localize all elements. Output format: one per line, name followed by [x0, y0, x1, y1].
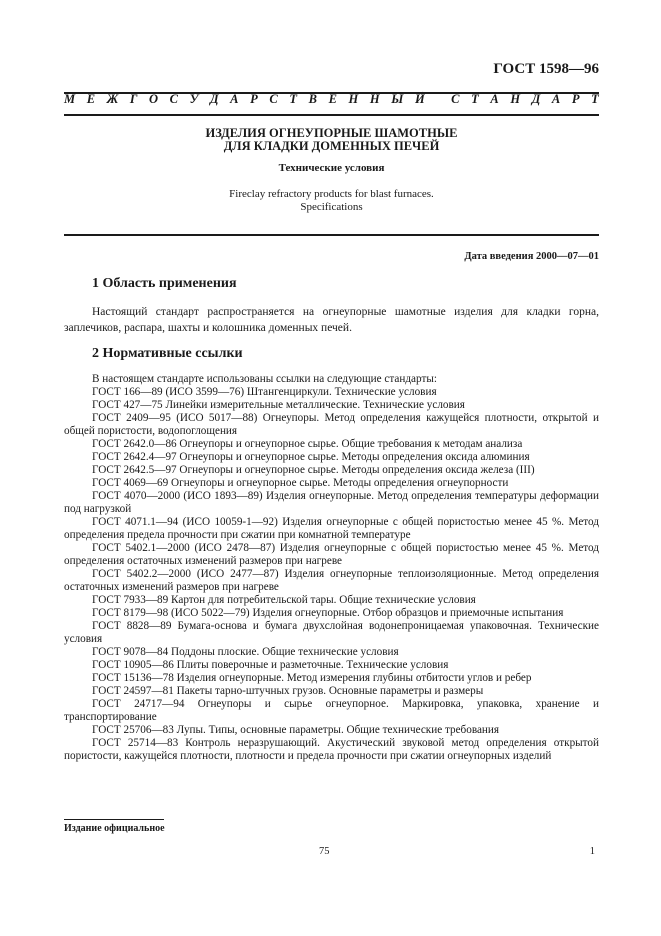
banner-letter: Р	[571, 92, 580, 106]
reference-item: ГОСТ 7933—89 Картон для потребительской тары. Общие технические условия	[92, 594, 476, 606]
banner-letter: Р	[250, 92, 258, 106]
banner-letter: Н	[348, 92, 359, 106]
banner-letter: А	[551, 92, 561, 106]
reference-item: ГОСТ 5402.2—2000 (ИСО 2477—87) Изделия огнеупорные теплоизоляционные. Метод определения остаточных изменений размеров при нагреве	[64, 568, 599, 593]
english-title-line-1: Fireclay refractory products for blast furnaces.	[229, 188, 434, 200]
banner-letter: М	[64, 92, 76, 106]
banner-letter: Т	[591, 92, 599, 106]
banner-letter: Е	[86, 92, 96, 106]
reference-item: ГОСТ 5402.1—2000 (ИСО 2478—87) Изделия огнеупорные с общей пористостью менее 45 %. Метод определения остаточных изменений размеров при нагреве	[64, 542, 599, 567]
section-1-heading: 1 Область применения	[92, 276, 237, 291]
reference-item: ГОСТ 24597—81 Пакеты тарно-штучных грузов. Основные параметры и размеры	[92, 685, 484, 697]
banner-letter: С	[451, 92, 460, 106]
reference-item: ГОСТ 10905—86 Плиты поверочные и разметочные. Технические условия	[92, 659, 449, 671]
reference-item: ГОСТ 2642.0—86 Огнеупоры и огнеупорное сырье. Общие требования к методам анализа	[92, 438, 523, 450]
banner-letter	[436, 91, 439, 107]
title-line-1: ИЗДЕЛИЯ ОГНЕУПОРНЫЕ ШАМОТНЫЕ	[205, 126, 458, 140]
title-divider	[64, 234, 599, 236]
banner-letter: Ж	[106, 92, 119, 106]
banner-letter: Е	[328, 92, 337, 106]
footer-divider	[64, 819, 164, 820]
banner-letter: Н	[369, 92, 380, 106]
reference-item: ГОСТ 2642.4—97 Огнеупоры и огнеупорное сырье. Методы определения оксида алюминия	[92, 451, 530, 463]
reference-item: ГОСТ 4069—69 Огнеупоры и огнеупорное сырье. Методы определения огнеупорности	[92, 477, 509, 489]
sheet-number: 1	[589, 846, 595, 857]
title-line-2: ДЛЯ КЛАДКИ ДОМЕННЫХ ПЕЧЕЙ	[223, 139, 440, 153]
banner-letter: Т	[289, 92, 297, 106]
section-2-heading: 2 Нормативные ссылки	[92, 346, 243, 361]
reference-item: ГОСТ 9078—84 Поддоны плоские. Общие технические условия	[92, 646, 399, 658]
gost-number: ГОСТ 1598—96	[493, 61, 599, 77]
banner-letter: Ы	[391, 92, 404, 106]
normative-references-list	[64, 373, 599, 763]
banner-letter: Й	[415, 92, 425, 106]
banner-letter: Д	[209, 92, 219, 106]
document-subtitle: Технические условия	[278, 162, 385, 174]
reference-item: ГОСТ 427—75 Линейки измерительные металлические. Технические условия	[92, 399, 465, 411]
banner-letter: Г	[129, 92, 138, 106]
english-title	[64, 188, 599, 214]
references-intro: В настоящем стандарте использованы ссылки на следующие стандарты:	[92, 373, 437, 385]
reference-item: ГОСТ 15136—78 Изделия огнеупорные. Метод измерения глубины отбитости углов и ребер	[92, 672, 532, 684]
reference-item: ГОСТ 8179—98 (ИСО 5022—79) Изделия огнеупорные. Отбор образцов и приемочные испытания	[92, 607, 564, 619]
banner-letter: У	[189, 92, 199, 106]
reference-item: ГОСТ 2409—95 (ИСО 5017—88) Огнеупоры. Метод определения кажущейся плотности, открытой и общей пористости, водопоглощения	[64, 412, 599, 437]
banner-letter: А	[490, 92, 499, 106]
banner-letter: А	[230, 92, 239, 106]
section-1-text: Настоящий стандарт распространяется на огнеупорные шамотные изделия для кладки горна, заплечиков, распара, шахты и колошника доменных печей.	[64, 306, 599, 334]
banner-letter: С	[269, 92, 278, 106]
reference-item: ГОСТ 4071.1—94 (ИСО 10059-1—92) Изделия огнеупорные с общей пористостью менее 45 %. Метод определения предела прочности при сжатии при комнатной температуре	[64, 516, 599, 541]
banner-letter: Д	[531, 92, 541, 106]
reference-item: ГОСТ 2642.5—97 Огнеупоры и огнеупорное сырье. Методы определения оксида железа (III)	[92, 464, 535, 476]
banner-letter: Н	[510, 92, 521, 106]
english-title-line-2: Specifications	[300, 201, 363, 213]
reference-item: ГОСТ 25714—83 Контроль неразрушающий. Акустический звуковой метод определения открытой пористости, кажущейся плотности, плотности и предела прочности при сжатии огнеупорных изделий	[64, 737, 599, 762]
reference-item: ГОСТ 166—89 (ИСО 3599—76) Штангенциркули. Технические условия	[92, 386, 437, 398]
reference-item: ГОСТ 25706—83 Лупы. Типы, основные параметры. Общие технические требования	[92, 724, 500, 736]
introduction-date: Дата введения 2000—07—01	[464, 251, 599, 262]
interstate-standard-banner	[64, 91, 599, 107]
official-edition-note: Издание официальное	[64, 823, 165, 834]
reference-item: ГОСТ 24717—94 Огнеупоры и сырье огнеупорное. Маркировка, упаковка, хранение и транспортирование	[64, 698, 599, 723]
banner-letter: О	[149, 92, 159, 106]
document-title	[64, 127, 599, 153]
reference-item: ГОСТ 8828—89 Бумага-основа и бумага двухслойная водонепроницаемая упаковочная. Технические условия	[64, 620, 599, 645]
banner-letter: Т	[471, 92, 479, 106]
banner-letter: С	[169, 92, 179, 106]
banner-letter: В	[308, 92, 317, 106]
reference-item: ГОСТ 4070—2000 (ИСО 1893—89) Изделия огнеупорные. Метод определения температуры деформации под нагрузкой	[64, 490, 599, 515]
page-number: 75	[319, 846, 330, 857]
